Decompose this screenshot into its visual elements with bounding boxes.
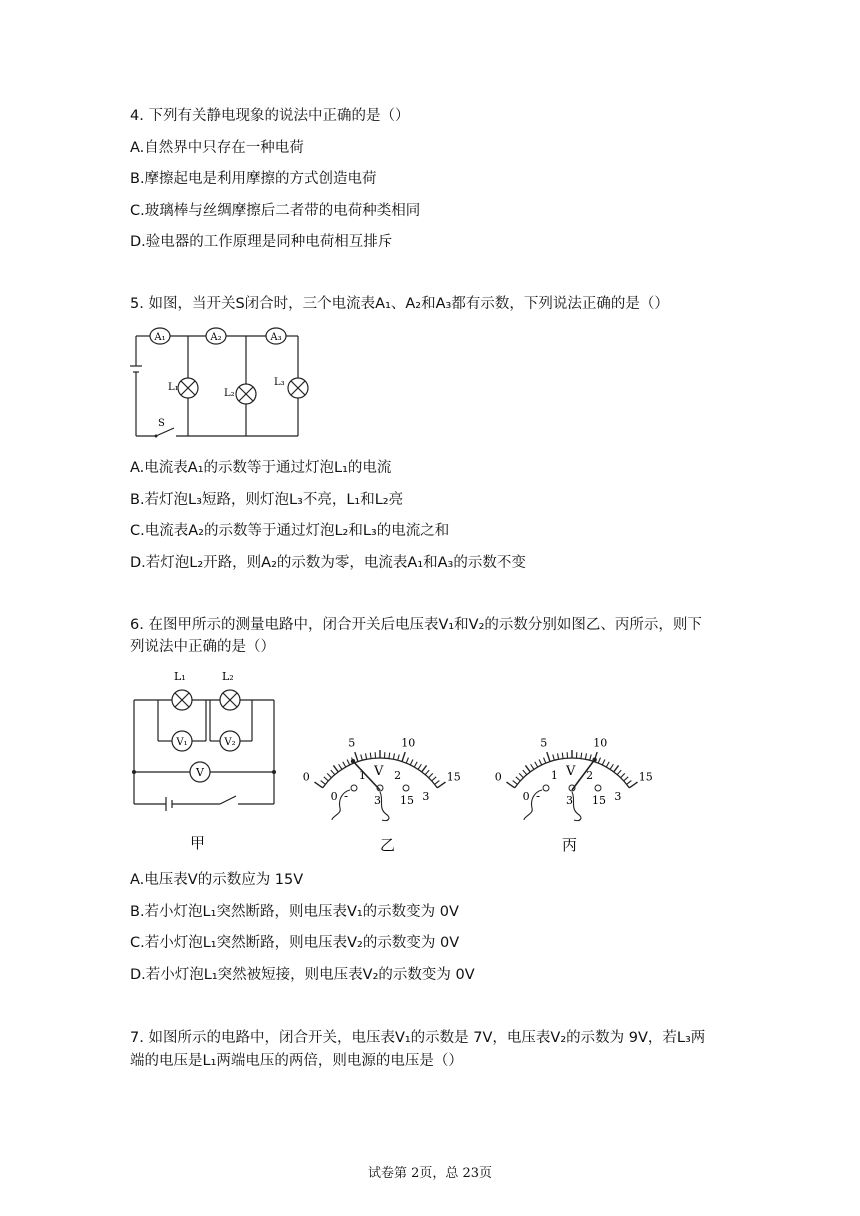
dial-tick bbox=[389, 753, 390, 759]
dial-tick bbox=[516, 777, 520, 781]
terminal-minus: - bbox=[536, 789, 541, 803]
voltmeter-v2 bbox=[220, 731, 240, 751]
dial-tick bbox=[506, 782, 514, 788]
inner-tick-label: 2 bbox=[586, 768, 594, 782]
q6-voltmeter-bing bbox=[480, 700, 670, 860]
dial-tick bbox=[621, 773, 625, 777]
q5-option-b: B.若灯泡L₃短路，则灯泡L₃不亮，L₁和L₂亮 bbox=[130, 492, 404, 508]
svg-text:A₁: A₁ bbox=[154, 332, 166, 343]
q4-option-a: A.自然界中只存在一种电荷 bbox=[130, 140, 304, 156]
q5-option-c: C.电流表A₂的示数等于通过灯泡L₂和L₃的电流之和 bbox=[130, 523, 450, 539]
svg-text:A₂: A₂ bbox=[210, 332, 222, 343]
unit-label: V bbox=[374, 764, 384, 779]
dial-tick bbox=[435, 781, 440, 785]
dial-tick bbox=[614, 765, 619, 771]
dial-tick bbox=[343, 762, 346, 767]
terminal-3: 3 bbox=[374, 794, 381, 807]
inner-tick-label: 1 bbox=[550, 768, 558, 782]
svg-text:L₂: L₂ bbox=[224, 388, 235, 399]
dial-tick bbox=[429, 773, 433, 777]
ammeter-a3 bbox=[266, 328, 286, 344]
q6-stem-line2: 列说法中正确的是（） bbox=[130, 639, 275, 655]
dial-tick bbox=[339, 764, 342, 769]
outer-tick-label: 15 bbox=[446, 770, 461, 784]
figure-label-jia: 甲 bbox=[190, 834, 206, 852]
terminal-15: 15 bbox=[400, 794, 414, 807]
dial-tick bbox=[321, 781, 326, 785]
inner-tick-label: 1 bbox=[358, 768, 366, 782]
dial-tick bbox=[406, 758, 408, 764]
outer-tick-label: 10 bbox=[401, 736, 416, 750]
outer-tick-label: 5 bbox=[540, 736, 548, 750]
inner-tick-label: 3 bbox=[614, 789, 622, 803]
dial-tick bbox=[610, 764, 613, 769]
voltmeter-v1 bbox=[172, 731, 192, 751]
dial-tick bbox=[361, 754, 363, 760]
svg-text:L₂: L₂ bbox=[222, 670, 234, 683]
page-footer: 试卷第 2页，总 23页 bbox=[367, 1166, 493, 1181]
outer-tick-label: 0 bbox=[302, 770, 310, 784]
dial-tick bbox=[519, 773, 523, 777]
lamp-l1 bbox=[168, 378, 198, 398]
terminal-post bbox=[543, 785, 549, 791]
q6-voltmeter-yi bbox=[288, 700, 478, 860]
dial-tick bbox=[370, 753, 371, 759]
q6-option-a: A.电压表V的示数应为 15V bbox=[130, 872, 304, 888]
dial-tick bbox=[418, 764, 421, 769]
dial-tick bbox=[629, 782, 637, 788]
dial-tick bbox=[525, 765, 530, 771]
dial-tick bbox=[437, 782, 445, 788]
figure-label-yi: 乙 bbox=[380, 836, 396, 854]
ammeter-a2 bbox=[206, 328, 226, 344]
switch-label-s: S bbox=[158, 418, 165, 429]
svg-text:V₂: V₂ bbox=[224, 737, 236, 748]
ammeter-a1 bbox=[150, 328, 170, 344]
unit-label: V bbox=[566, 764, 576, 779]
dial-tick bbox=[617, 770, 621, 775]
figure-label-bing: 丙 bbox=[562, 836, 578, 854]
dial-tick bbox=[425, 770, 429, 775]
inner-tick-label: 0 bbox=[522, 789, 530, 803]
dial-tick bbox=[347, 759, 350, 764]
dial-tick bbox=[544, 758, 546, 764]
lead-wire bbox=[380, 792, 389, 821]
lead-wire bbox=[572, 792, 581, 821]
lamp-l2 bbox=[220, 670, 240, 710]
terminal-post bbox=[351, 785, 357, 791]
q6-option-d: D.若小灯泡L₁突然被短接，则电压表V₂的示数变为 0V bbox=[130, 967, 475, 983]
needle-tip bbox=[592, 757, 596, 761]
dial-tick bbox=[535, 762, 538, 767]
dial-tick bbox=[410, 759, 413, 764]
outer-tick-label: 15 bbox=[638, 770, 653, 784]
inner-tick-label: 2 bbox=[394, 768, 402, 782]
q4-option-d: D.验电器的工作原理是同种电荷相互排斥 bbox=[130, 234, 393, 250]
q6-option-c: C.若小灯泡L₁突然断路，则电压表V₂的示数变为 0V bbox=[130, 935, 460, 951]
lamp-l2 bbox=[224, 384, 256, 404]
svg-text:L₃: L₃ bbox=[274, 377, 285, 388]
terminal-15: 15 bbox=[592, 794, 606, 807]
dial-tick bbox=[553, 754, 555, 760]
q4-option-c: C.玻璃棒与丝绸摩擦后二者带的电荷种类相同 bbox=[130, 203, 421, 219]
q7-stem-line2: 端的电压是L₁两端电压的两倍，则电源的电压是（） bbox=[130, 1053, 463, 1069]
dial-tick bbox=[606, 762, 609, 767]
q6-stem-line1: 6. 在图甲所示的测量电路中，闭合开关后电压表V₁和V₂的示数分别如图乙、丙所示，则下 bbox=[130, 617, 702, 633]
outer-tick-label: 0 bbox=[494, 770, 502, 784]
dial-tick bbox=[414, 762, 417, 767]
dial-tick bbox=[333, 765, 338, 771]
dial-tick bbox=[581, 753, 582, 759]
terminal-post bbox=[403, 785, 409, 791]
dial-tick bbox=[598, 758, 600, 764]
voltmeter-v bbox=[190, 762, 210, 782]
dial-tick bbox=[627, 781, 632, 785]
svg-text:V₁: V₁ bbox=[176, 737, 188, 748]
q4-option-b: B.摩擦起电是利用摩擦的方式创造电荷 bbox=[130, 171, 377, 187]
dial-tick bbox=[557, 753, 558, 759]
dial-tick bbox=[602, 759, 605, 764]
dial-tick bbox=[331, 770, 335, 775]
terminal-minus: - bbox=[344, 789, 349, 803]
dial-tick bbox=[539, 759, 542, 764]
dial-tick bbox=[393, 753, 394, 759]
dial-tick bbox=[513, 781, 518, 785]
inner-tick-label: 3 bbox=[422, 789, 430, 803]
dial-tick bbox=[314, 782, 322, 788]
q5-stem: 5. 如图，当开关S闭合时，三个电流表A₁、A₂和A₃都有示数，下列说法正确的是（） bbox=[130, 296, 669, 312]
dial-tick bbox=[324, 777, 328, 781]
terminal-3: 3 bbox=[566, 794, 573, 807]
q5-option-a: A.电流表A₁的示数等于通过灯泡L₁的电流 bbox=[130, 460, 392, 476]
svg-text:V: V bbox=[196, 766, 204, 779]
svg-text:A₃: A₃ bbox=[270, 332, 282, 343]
dial-tick bbox=[422, 765, 427, 771]
q7-stem-line1: 7. 如图所示的电路中，闭合开关，电压表V₁的示数是 7V，电压表V₂的示数为 9V，若L₃两 bbox=[130, 1030, 706, 1046]
q4-stem: 4. 下列有关静电现象的说法中正确的是（） bbox=[130, 108, 410, 124]
dial-tick bbox=[562, 753, 563, 759]
q6-option-b: B.若小灯泡L₁突然断路，则电压表V₁的示数变为 0V bbox=[130, 904, 459, 920]
dial-tick bbox=[585, 753, 586, 759]
outer-tick-label: 5 bbox=[348, 736, 356, 750]
dial-tick bbox=[398, 754, 400, 760]
svg-text:L₁: L₁ bbox=[168, 382, 179, 393]
svg-text:L₁: L₁ bbox=[174, 670, 186, 683]
inner-tick-label: 0 bbox=[330, 789, 338, 803]
terminal-post bbox=[595, 785, 601, 791]
dial-tick bbox=[590, 754, 592, 760]
lamp-l1 bbox=[172, 670, 192, 710]
q5-option-d: D.若灯泡L₂开路，则A₂的示数为零，电流表A₁和A₃的示数不变 bbox=[130, 555, 526, 571]
needle-tip bbox=[351, 759, 355, 763]
outer-tick-label: 10 bbox=[593, 736, 608, 750]
dial-tick bbox=[531, 764, 534, 769]
dial-tick bbox=[365, 753, 366, 759]
q6-circuit-jia bbox=[128, 664, 280, 854]
dial-tick bbox=[432, 777, 436, 781]
dial-tick bbox=[523, 770, 527, 775]
q5-circuit-diagram bbox=[128, 322, 313, 444]
dial-tick bbox=[327, 773, 331, 777]
lamp-l3 bbox=[274, 377, 308, 398]
dial-tick bbox=[402, 752, 405, 761]
dial-tick bbox=[547, 752, 550, 761]
dial-tick bbox=[624, 777, 628, 781]
dial-tick bbox=[355, 752, 358, 761]
